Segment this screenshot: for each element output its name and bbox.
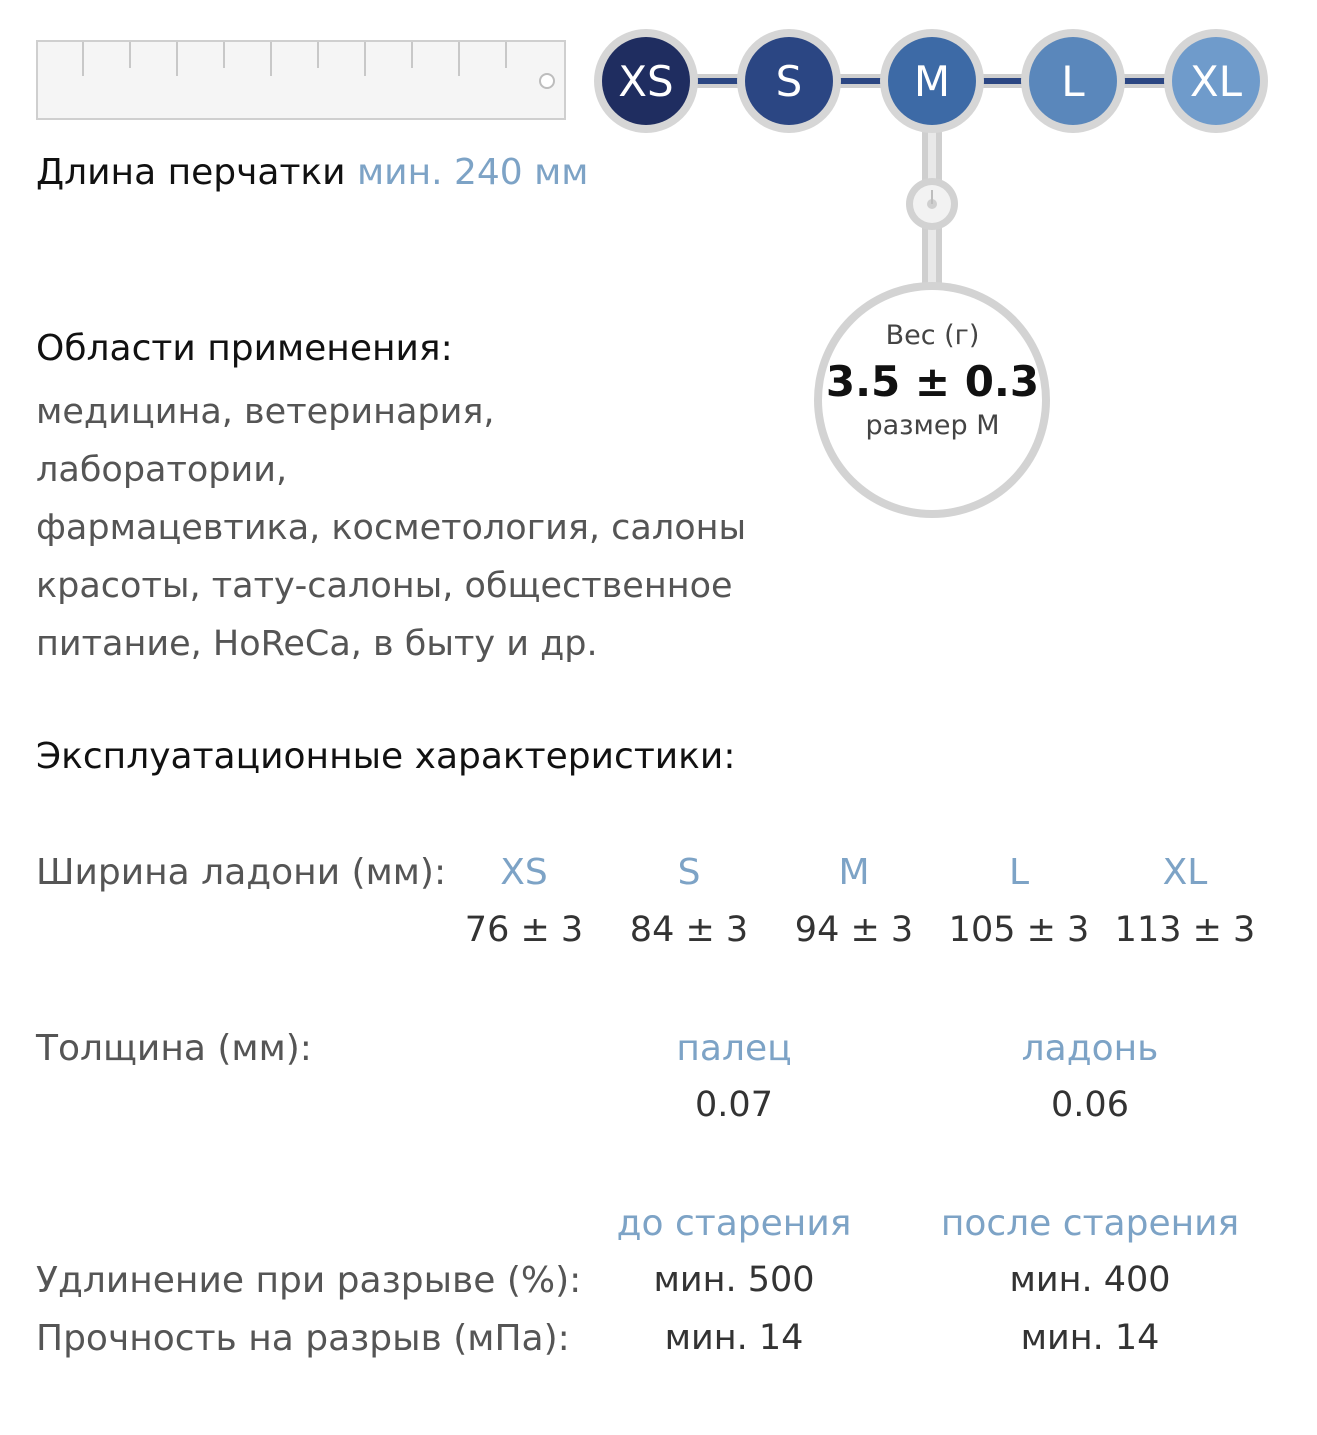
strength-value-after: мин. 14 [1020, 1318, 1160, 1358]
size-option-label: XL [1189, 57, 1243, 106]
palm-width-value-xs: 76 ± 3 [464, 910, 584, 950]
weight-value: 3.5 ± 0.3 [825, 357, 1040, 406]
size-option-label: XS [618, 57, 674, 106]
thickness-value-palm: 0.06 [1051, 1085, 1129, 1125]
size-option-label: M [913, 57, 951, 106]
palm-width-value-m: 94 ± 3 [794, 910, 914, 950]
size-option-label: L [1061, 57, 1085, 106]
elongation-value-before: мин. 500 [653, 1260, 815, 1300]
thickness-value-finger: 0.07 [695, 1085, 773, 1125]
weight-size-note: размер M [865, 410, 1000, 441]
weight-indicator [820, 320, 1045, 441]
applications-text [36, 383, 756, 673]
performance-title: Эксплуатационные характеристики: [36, 736, 736, 777]
palm-width-col-xs: XS [500, 852, 548, 893]
palm-width-col-s: S [677, 852, 701, 893]
size-option-s [737, 29, 841, 133]
palm-width-label: Ширина ладони (мм): [36, 852, 447, 893]
palm-width-col-l: L [1008, 852, 1030, 893]
applications-line: питание, HoReCa, в быту и др. [36, 624, 598, 664]
palm-width-value-s: 84 ± 3 [629, 910, 749, 950]
palm-width-col-m: M [838, 852, 870, 893]
glove-length [36, 152, 588, 193]
aging-col-before: до старения [616, 1203, 852, 1244]
palm-width-value-l: 105 ± 3 [948, 910, 1090, 950]
glove-length-label: Длина перчатки [36, 152, 346, 193]
palm-width-value-xl: 113 ± 3 [1114, 910, 1256, 950]
size-option-xl [1164, 29, 1268, 133]
weight-label: Вес (г) [885, 320, 980, 351]
stopwatch-icon [906, 178, 958, 230]
glove-length-value: мин. 240 мм [357, 152, 589, 193]
thickness-col-finger: палец [676, 1028, 792, 1069]
size-option-l [1021, 29, 1125, 133]
applications-line: фармацевтика, косметология, салоны [36, 508, 747, 548]
strength-value-before: мин. 14 [664, 1318, 804, 1358]
palm-width-col-xl: XL [1162, 852, 1208, 893]
applications-title: Области применения: [36, 328, 453, 369]
size-option-label: S [775, 57, 803, 106]
strength-label: Прочность на разрыв (мПа): [36, 1318, 570, 1359]
ruler-icon [36, 40, 566, 120]
applications-line: медицина, ветеринария, лаборатории, [36, 392, 495, 490]
applications-line: красоты, тату-салоны, общественное [36, 566, 733, 606]
aging-col-after: после старения [940, 1203, 1240, 1244]
thickness-col-palm: ладонь [1021, 1028, 1159, 1069]
thickness-label: Толщина (мм): [36, 1028, 312, 1069]
elongation-value-after: мин. 400 [1009, 1260, 1171, 1300]
size-option-m [880, 29, 984, 133]
elongation-label: Удлинение при разрыве (%): [36, 1260, 582, 1301]
size-option-xs [594, 29, 698, 133]
